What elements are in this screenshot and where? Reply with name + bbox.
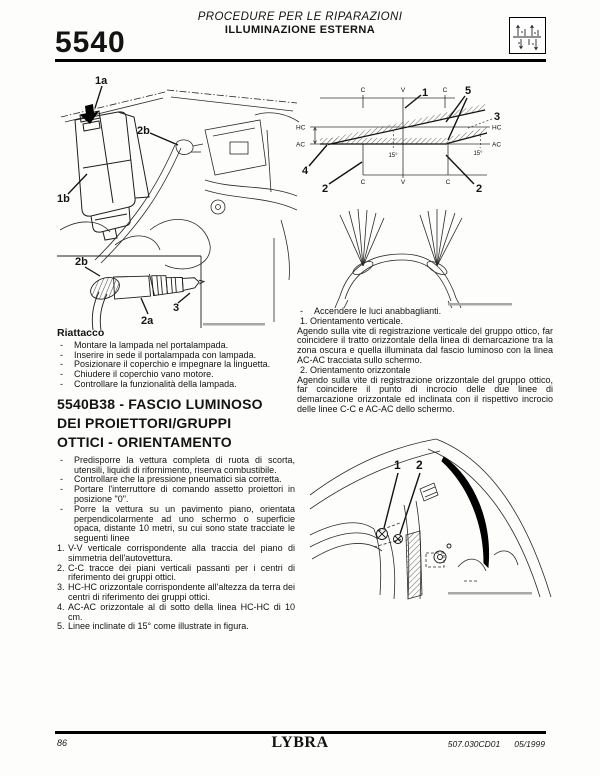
- section-number: 5540: [55, 26, 126, 59]
- figure-beam-diagram: [294, 82, 510, 194]
- figure-car-beams: [330, 208, 542, 308]
- headlamp-lens-edge: [442, 457, 489, 567]
- list-item-text: Controllare che la pressione pneumatici sia corretta.: [74, 474, 282, 485]
- numbered-item-text: C-C tracce dei piani verticali passanti per i centri di riferimento dei gruppi ottici.: [68, 562, 295, 583]
- numbered-item-text: HC-HC orizzontale corrispondente all'altezza da terra dei centri di riferimento dei gruppi ottici.: [68, 582, 295, 602]
- figure-lamp-replacement: [55, 70, 305, 332]
- callout-3: 3: [494, 111, 501, 123]
- callout-1: 1: [394, 458, 401, 472]
- label-c-top-right: C: [442, 87, 448, 94]
- dash-marker: -: [60, 474, 63, 485]
- numbered-item-text: AC-AC orizzontale al di sotto della linea HC-HC di 10 cm.: [68, 601, 295, 622]
- list-item-text: Porre la vettura su un pavimento piano, orientata perpendicolarmente ad uno schermo o superficie opaca, distante 10 metri, su cui sono state tracciate le seguenti linee: [74, 503, 295, 544]
- label-1b: 1b: [57, 193, 70, 205]
- label-hc-right: HC: [492, 124, 502, 132]
- dash-marker: -: [60, 484, 63, 495]
- list-item: [57, 485, 295, 505]
- number-marker: 1.: [57, 542, 65, 553]
- numbered-item: [57, 564, 295, 584]
- figure-code-smudge: [448, 592, 532, 595]
- list-item-text: Chiudere il coperchio vano motore.: [74, 369, 214, 380]
- figure-code-smudge: [203, 323, 265, 326]
- numbered-item: [57, 544, 295, 564]
- step-1-title: 1. Orientamento verticale.: [300, 315, 404, 326]
- list-item-text: Controllare la funzionalità della lampada.: [74, 378, 237, 389]
- dash-marker: -: [60, 349, 63, 360]
- list-item-text: Montare la lampada nel portalampada.: [74, 339, 229, 350]
- label-2b-top: 2b: [137, 125, 150, 137]
- list-item: [57, 380, 295, 390]
- print-info: [434, 739, 545, 749]
- dash-marker: -: [60, 454, 63, 465]
- doc-subtitle: ILLUMINAZIONE ESTERNA: [224, 24, 376, 36]
- numbered-item-text: Linee inclinate di 15° come illustrate in figura.: [68, 621, 249, 632]
- label-2a: 2a: [141, 315, 154, 327]
- print-code: 507.030CD01: [447, 739, 501, 749]
- dash-marker: -: [300, 306, 303, 316]
- label-ac-right: AC: [492, 141, 502, 149]
- list-item-text: Accendere le luci anabbaglianti.: [314, 306, 442, 316]
- label-ac-left: AC: [296, 141, 306, 149]
- number-marker: 5.: [57, 621, 65, 632]
- model-name: LYBRA: [271, 734, 329, 751]
- step-2-title: 2. Orientamento orizzontale: [300, 364, 411, 375]
- right-column: [297, 307, 553, 415]
- page-number: 86: [57, 738, 68, 748]
- pictogram-drawing: [510, 18, 544, 52]
- bulb-connector-drawing: [176, 140, 203, 155]
- dash-marker: -: [60, 378, 63, 389]
- label-v-bottom: V: [400, 179, 406, 186]
- section-heading-line1: 5540B38 - FASCIO LUMINOSO: [57, 395, 263, 412]
- numbered-item: [57, 603, 295, 623]
- callout-4: 4: [302, 165, 309, 177]
- header-rule: [55, 59, 546, 62]
- dash-marker: -: [60, 503, 63, 514]
- dash-marker: -: [60, 369, 63, 380]
- print-date: 05/1999: [514, 739, 545, 749]
- step-1-text: Agendo sulla vite di registrazione verticale del gruppo ottico, far coincidere il tratto orizzontale della linea di demarcazione tra la zona oscura e quella illuminata dal fascio luminoso con la linea AC-AC tracciata sullo schermo.: [297, 325, 553, 365]
- engine-bay-drawing: [310, 439, 551, 599]
- section-heading-line3: OTTICI - ORIENTAMENTO: [57, 433, 232, 450]
- numbered-item: [57, 622, 295, 632]
- callout-2: 2: [416, 458, 423, 472]
- label-angle-right: 15°: [473, 151, 483, 157]
- label-c-top-left: C: [360, 87, 366, 94]
- label-c-bottom-left: C: [360, 179, 366, 186]
- car-beams-drawing: [335, 209, 462, 308]
- figure-headlamp-adjusters: [308, 435, 560, 603]
- label-v-top: V: [400, 87, 406, 94]
- section-heading-line2: DEI PROIETTORI/GRUPPI: [57, 414, 232, 431]
- dash-marker: -: [60, 359, 63, 370]
- section-heading: [57, 395, 295, 452]
- label-c-bottom-right: C: [445, 179, 451, 186]
- list-item: [57, 505, 295, 544]
- list-item-text: Posizionare il coperchio e impegnare la linguetta.: [74, 359, 271, 370]
- label-3: 3: [173, 302, 180, 314]
- doc-title: PROCEDURE PER LE RIPARAZIONI: [197, 11, 403, 23]
- callout-5: 5: [465, 85, 472, 97]
- label-1a: 1a: [95, 75, 108, 87]
- callout-2-left: 2: [322, 183, 329, 194]
- callout-leaders: [384, 473, 420, 534]
- list-item-text: Inserire in sede il portalampada con lampada.: [74, 349, 257, 360]
- step-2-text: Agendo sulla vite di registrazione orizzontale del gruppo ottico, far coincidere il punto di incrocio delle due linee di demarcazione orizzontale ed inclinata con il rispettivo incrocio delle linee C-C e AC-AC dello schermo.: [297, 374, 553, 414]
- label-hc-left: HC: [296, 124, 306, 132]
- callout-1: 1: [422, 87, 429, 99]
- list-item: [57, 456, 295, 476]
- number-marker: 4.: [57, 601, 65, 612]
- label-angle-left: 15°: [388, 153, 398, 159]
- number-marker: 2.: [57, 562, 65, 573]
- left-column: [57, 329, 295, 632]
- numbered-item-text: V-V verticale corrispondente alla traccia del piano di simmetria dell'autovettura.: [68, 542, 295, 563]
- label-2b-inset: 2b: [75, 256, 88, 268]
- section-pictogram-icon: [509, 17, 546, 54]
- list-item: [297, 307, 553, 317]
- number-marker: 3.: [57, 582, 65, 593]
- numbered-item: [57, 583, 295, 603]
- riattacco-heading: Riattacco: [57, 327, 105, 339]
- list-item-text: Portare l'interruttore di comando assetto proiettori in posizione "0".: [74, 484, 295, 504]
- list-item-text: Predisporre la vettura completa di ruota di scorta, utensili, liquidi di rifornimento, riserva combustibile.: [74, 454, 295, 475]
- callout-2-right: 2: [476, 183, 483, 194]
- figure-code-smudge: [448, 303, 512, 306]
- dash-marker: -: [60, 339, 63, 350]
